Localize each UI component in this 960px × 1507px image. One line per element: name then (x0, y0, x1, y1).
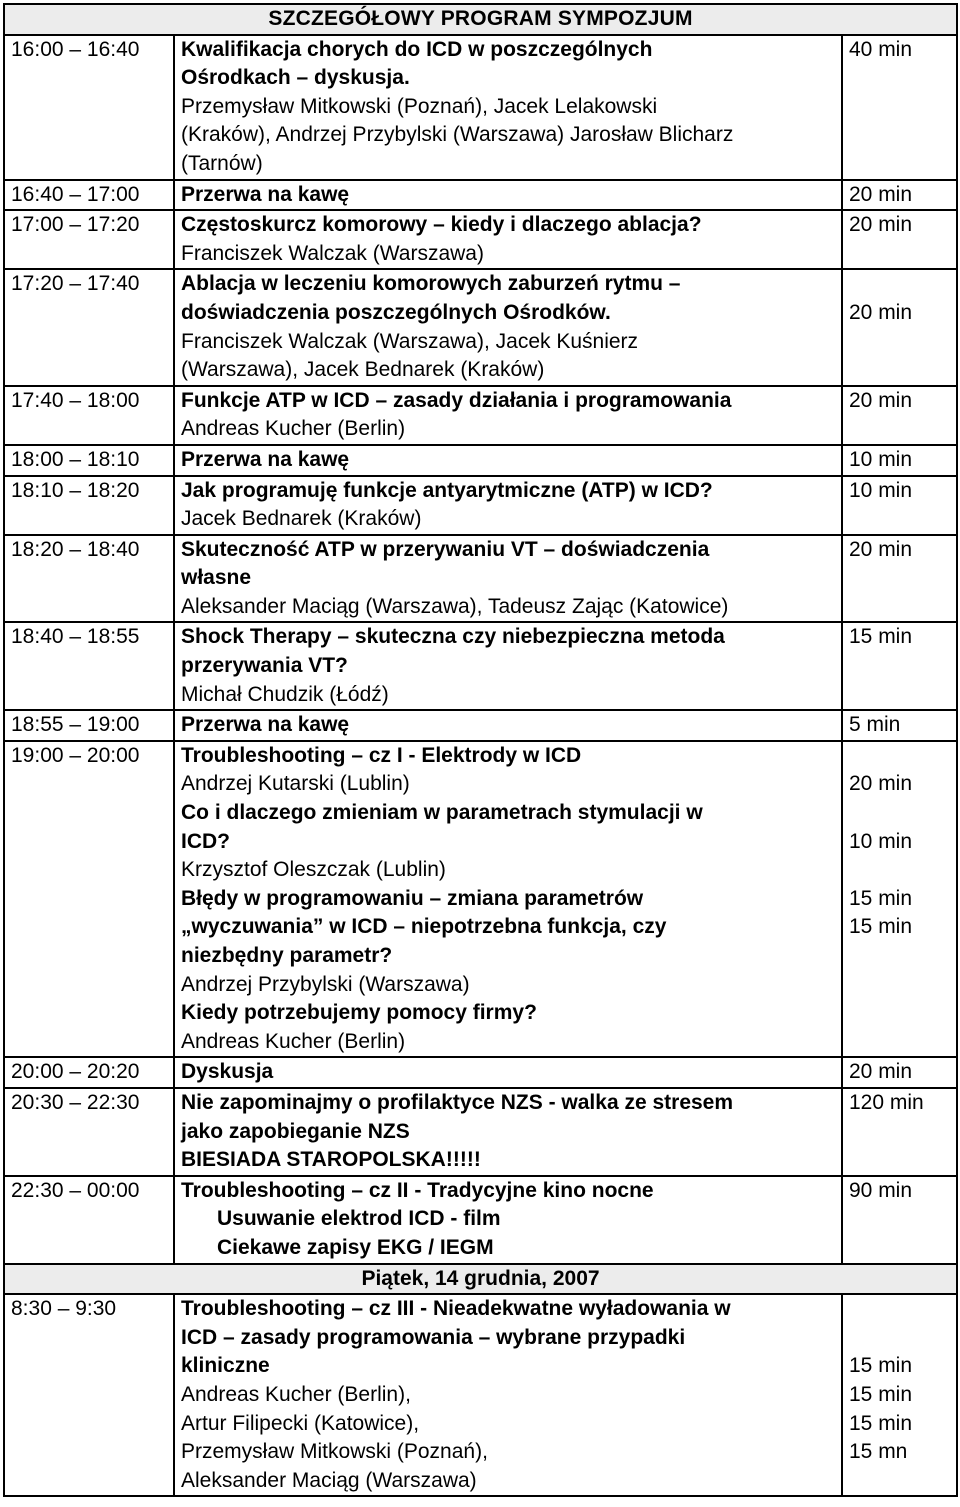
session-cell (174, 535, 842, 623)
time-cell: 18:00 – 18:10 (4, 445, 174, 476)
speaker-line: Artur Filipecki (Katowice), (181, 1411, 420, 1435)
schedule-row (4, 35, 957, 180)
duration-value: 20 min (849, 772, 913, 796)
speaker-line: Franciszek Walczak (Warszawa), Jacek Kuśnierz (181, 329, 639, 353)
session-title-line: Przerwa na kawę (181, 447, 350, 471)
duration-value: 10 min (849, 829, 913, 853)
session-cell (174, 35, 842, 180)
speaker-line: Andrzej Kutarski (Lublin) (181, 772, 410, 796)
session-cell (174, 476, 842, 535)
speaker-line: Andreas Kucher (Berlin) (181, 417, 406, 441)
duration-value: 15 mn (849, 1440, 908, 1464)
session-title-line: Skuteczność ATP w przerywaniu VT – doświadczenia (181, 537, 710, 561)
duration-value (849, 799, 950, 828)
duration-value: 15 min (849, 1354, 913, 1378)
session-title-line: Ośrodkach – dyskusja. (181, 66, 410, 90)
schedule-row (4, 180, 957, 211)
time-cell: 17:20 – 17:40 (4, 269, 174, 385)
session-title-line: Co i dlaczego zmieniam w parametrach stymulacji w (181, 801, 703, 825)
symposium-program-table (3, 3, 958, 1497)
time-cell: 18:20 – 18:40 (4, 535, 174, 623)
speaker-line: Przemysław Mitkowski (Poznań), Jacek Lelakowski (181, 94, 658, 118)
duration-value: 90 min (849, 1178, 913, 1202)
speaker-line: Przemysław Mitkowski (Poznań), (181, 1440, 488, 1464)
duration-value: 15 min (849, 1382, 913, 1406)
duration-value (849, 856, 950, 885)
session-cell (174, 741, 842, 1058)
time-cell: 18:55 – 19:00 (4, 710, 174, 741)
session-title-line: Nie zapominajmy o profilaktyce NZS - walka ze stresem (181, 1090, 734, 1114)
schedule-row (4, 741, 957, 1058)
duration-cell (842, 180, 957, 211)
session-cell (174, 386, 842, 445)
schedule-row (4, 710, 957, 741)
duration-value: 20 min (849, 182, 913, 206)
schedule-row (4, 1057, 957, 1088)
session-title-line: Funkcje ATP w ICD – zasady działania i programowania (181, 388, 732, 412)
time-cell: 18:40 – 18:55 (4, 622, 174, 710)
schedule-row (4, 622, 957, 710)
session-title-line: Przerwa na kawę (181, 182, 350, 206)
session-title-line: niezbędny parametr? (181, 944, 393, 967)
duration-value: 20 min (849, 537, 913, 561)
duration-cell (842, 35, 957, 180)
session-title-line: Shock Therapy – skuteczna czy niebezpieczna metoda (181, 625, 725, 649)
session-title-line: Przerwa na kawę (181, 713, 350, 737)
time-cell: 17:40 – 18:00 (4, 386, 174, 445)
duration-value: 20 min (849, 213, 913, 237)
speaker-line: Franciszek Walczak (Warszawa) (181, 241, 484, 265)
duration-value: 15 min (849, 625, 913, 649)
duration-value: 120 min (849, 1090, 924, 1114)
time-cell: 16:40 – 17:00 (4, 180, 174, 211)
duration-cell (842, 1088, 957, 1176)
session-title-line: BIESIADA STAROPOLSKA!!!!! (181, 1148, 481, 1172)
session-title-line: Ablacja w leczeniu komorowych zaburzeń rytmu – (181, 272, 681, 296)
session-title-line: Jak programuję funkcje antyarytmiczne (ATP) w ICD? (181, 478, 713, 502)
duration-cell (842, 710, 957, 741)
duration-cell (842, 1057, 957, 1088)
duration-value (849, 270, 950, 299)
duration-cell (842, 1294, 957, 1496)
schedule-row (4, 269, 957, 385)
program-title: SZCZEGÓŁOWY PROGRAM SYMPOZJUM (4, 4, 957, 35)
duration-value: 40 min (849, 37, 913, 61)
speaker-line: (Kraków), Andrzej Przybylski (Warszawa) Jarosław Blicharz (181, 123, 734, 147)
session-cell (174, 1057, 842, 1088)
time-cell: 20:30 – 22:30 (4, 1088, 174, 1176)
day-header-row (4, 1264, 957, 1295)
time-cell: 8:30 – 9:30 (4, 1294, 174, 1496)
speaker-line: Andreas Kucher (Berlin) (181, 1029, 406, 1053)
duration-cell (842, 210, 957, 269)
duration-cell (842, 535, 957, 623)
speaker-line: Michał Chudzik (Łódź) (181, 682, 389, 706)
schedule-row (4, 1088, 957, 1176)
duration-cell (842, 269, 957, 385)
session-cell (174, 710, 842, 741)
session-title-line: Ciekawe zapisy EKG / IEGM (217, 1235, 494, 1259)
duration-cell (842, 622, 957, 710)
schedule-row (4, 386, 957, 445)
duration-value: 20 min (849, 300, 913, 324)
speaker-line: Andrzej Przybylski (Warszawa) (181, 972, 470, 996)
speaker-line: (Tarnów) (181, 151, 263, 175)
session-title-line: Dyskusja (181, 1060, 274, 1084)
session-cell (174, 1088, 842, 1176)
duration-cell (842, 1176, 957, 1264)
duration-value (849, 1295, 950, 1324)
time-cell: 22:30 – 00:00 (4, 1176, 174, 1264)
schedule-row (4, 1176, 957, 1264)
session-cell (174, 445, 842, 476)
session-title-line: Kiedy potrzebujemy pomocy firmy? (181, 1001, 537, 1025)
session-cell (174, 180, 842, 211)
duration-cell (842, 386, 957, 445)
duration-value: 5 min (849, 713, 901, 737)
session-title-line: Troubleshooting – cz III - Nieadekwatne wyładowania w (181, 1297, 731, 1321)
session-title-line: kliniczne (181, 1354, 270, 1378)
duration-value: 15 min (849, 915, 913, 939)
duration-value: 10 min (849, 478, 913, 502)
session-cell (174, 622, 842, 710)
session-title-line: Troubleshooting – cz I - Elektrody w ICD (181, 743, 582, 767)
session-cell (174, 1294, 842, 1496)
speaker-line: Jacek Bednarek (Kraków) (181, 507, 422, 531)
session-cell (174, 269, 842, 385)
duration-value (849, 1324, 950, 1353)
session-title-line: Błędy w programowaniu – zmiana parametrów (181, 886, 644, 910)
session-cell (174, 1176, 842, 1264)
session-title-line: przerywania VT? (181, 654, 348, 678)
session-title-line: doświadczenia poszczególnych Ośrodków. (181, 300, 611, 324)
session-title-line: własne (181, 566, 252, 590)
duration-value (849, 742, 950, 771)
duration-value: 20 min (849, 1060, 913, 1084)
session-title-line: ICD – zasady programowania – wybrane przypadki (181, 1325, 686, 1349)
speaker-line: (Warszawa), Jacek Bednarek (Kraków) (181, 358, 545, 382)
session-title-line: ICD? (181, 829, 230, 853)
duration-cell (842, 445, 957, 476)
schedule-row (4, 1294, 957, 1496)
speaker-line: Aleksander Maciąg (Warszawa), Tadeusz Zając (Katowice) (181, 594, 729, 618)
title-row (4, 4, 957, 35)
schedule-row (4, 476, 957, 535)
duration-cell (842, 476, 957, 535)
time-cell: 17:00 – 17:20 (4, 210, 174, 269)
duration-value: 20 min (849, 388, 913, 412)
session-title-line: Kwalifikacja chorych do ICD w poszczególnych (181, 37, 653, 61)
time-cell: 20:00 – 20:20 (4, 1057, 174, 1088)
time-cell: 18:10 – 18:20 (4, 476, 174, 535)
duration-value: 15 min (849, 1411, 913, 1435)
time-cell: 19:00 – 20:00 (4, 741, 174, 1058)
duration-value: 15 min (849, 886, 913, 910)
session-title-line: Troubleshooting – cz II - Tradycyjne kino nocne (181, 1178, 654, 1202)
session-cell (174, 210, 842, 269)
session-title-line: Częstoskurcz komorowy – kiedy i dlaczego ablacja? (181, 213, 702, 237)
duration-value: 10 min (849, 447, 913, 471)
session-title-line: „wyczuwania” w ICD – niepotrzebna funkcja, czy (181, 915, 667, 939)
schedule-row (4, 210, 957, 269)
session-title-line: jako zapobieganie NZS (181, 1119, 410, 1143)
speaker-line: Aleksander Maciąg (Warszawa) (181, 1468, 477, 1492)
speaker-line: Andreas Kucher (Berlin), (181, 1382, 411, 1406)
day-header: Piątek, 14 grudnia, 2007 (4, 1264, 957, 1295)
session-title-line: Usuwanie elektrod ICD - film (217, 1207, 501, 1231)
speaker-line: Krzysztof Oleszczak (Lublin) (181, 858, 446, 882)
time-cell: 16:00 – 16:40 (4, 35, 174, 180)
schedule-row (4, 535, 957, 623)
schedule-row (4, 445, 957, 476)
duration-cell (842, 741, 957, 1058)
